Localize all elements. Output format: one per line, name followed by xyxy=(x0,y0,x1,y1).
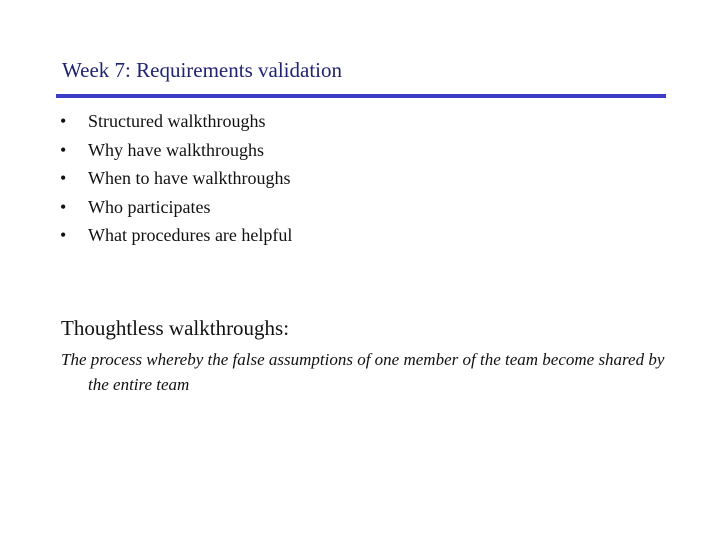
bullet-marker: • xyxy=(60,139,67,160)
bullet-list xyxy=(60,111,292,254)
list-item xyxy=(60,168,292,197)
slide-title: Week 7: Requirements validation xyxy=(62,58,342,82)
bullet-marker: • xyxy=(60,225,67,246)
list-item xyxy=(60,197,292,226)
bullet-marker: • xyxy=(60,168,67,189)
list-item xyxy=(60,111,292,140)
bullet-text: What procedures are helpful xyxy=(88,225,293,246)
bullet-marker: • xyxy=(60,111,67,131)
bullet-marker: • xyxy=(60,196,67,217)
list-item xyxy=(60,225,292,254)
bullet-text: Structured walkthroughs xyxy=(88,111,266,131)
title-divider xyxy=(56,94,666,98)
bullet-text: Who participates xyxy=(88,196,211,217)
bullet-text: When to have walkthroughs xyxy=(88,168,291,189)
list-item xyxy=(60,140,292,169)
definition-text: The process whereby the false assumptions of one member of the team become shared by the entire team xyxy=(61,350,665,394)
section-heading: Thoughtless walkthroughs: xyxy=(61,316,290,340)
bullet-text: Why have walkthroughs xyxy=(88,139,264,160)
